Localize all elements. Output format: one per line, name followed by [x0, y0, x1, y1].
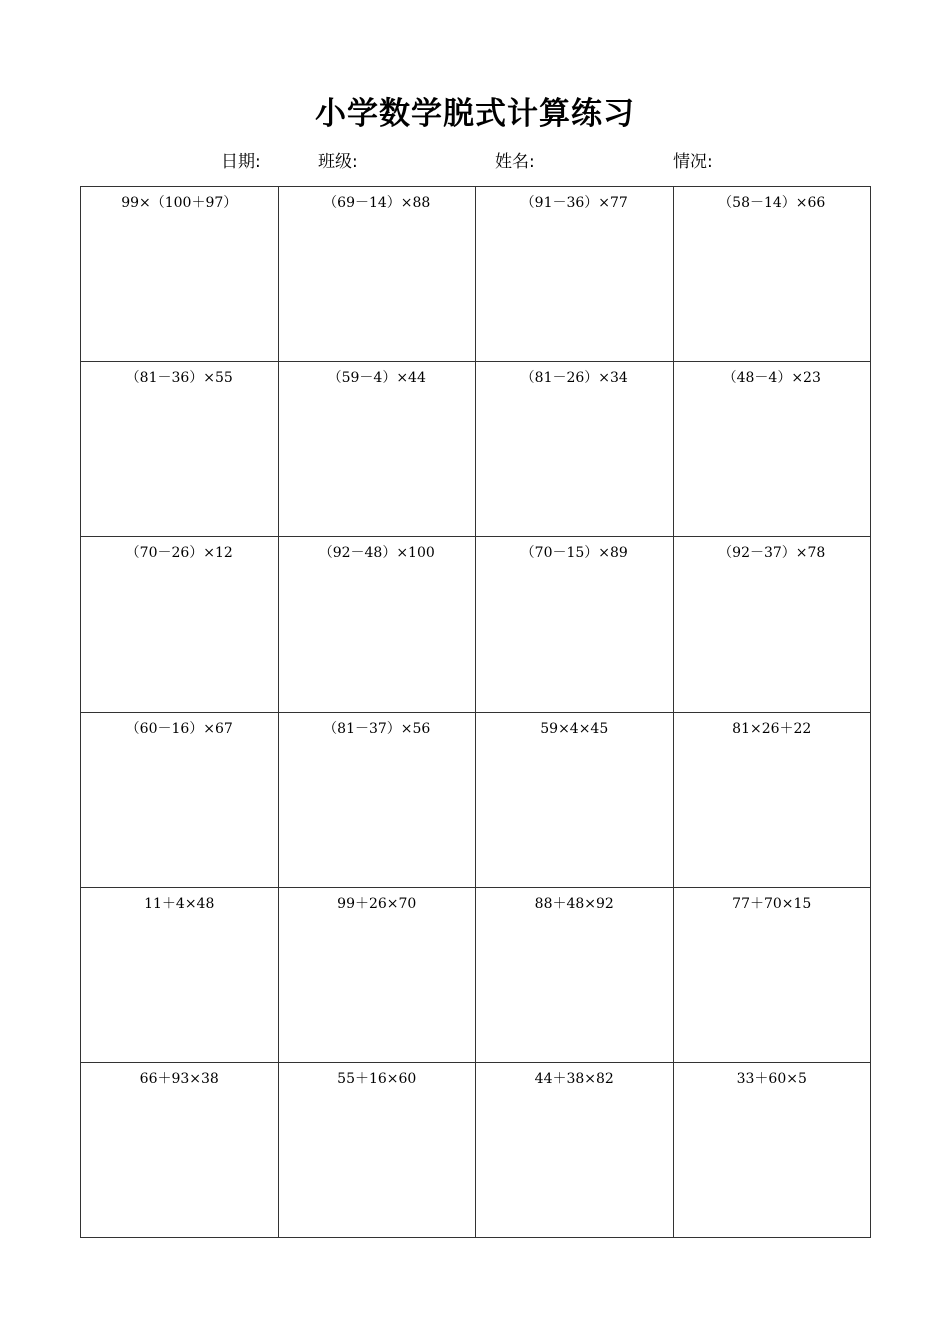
problem-cell[interactable]: [476, 713, 674, 888]
problem-cell[interactable]: [279, 713, 477, 888]
problem-expression: （70－26）×12: [125, 545, 233, 562]
name-label: 姓名:: [495, 152, 535, 172]
problem-expression: （58－14）×66: [718, 195, 826, 211]
problem-cell[interactable]: [81, 888, 279, 1063]
problem-expression: 59×4×45: [540, 720, 609, 737]
problem-grid: [80, 186, 871, 1238]
problem-cell[interactable]: [81, 187, 279, 362]
problem-cell[interactable]: [81, 713, 279, 888]
date-label: 日期:: [221, 152, 261, 172]
problem-cell[interactable]: [279, 888, 477, 1063]
problem-cell[interactable]: [674, 713, 872, 888]
problem-expression: 33＋60×5: [736, 1070, 807, 1087]
problem-cell[interactable]: [674, 1063, 872, 1238]
problem-expression: 11＋4×48: [144, 895, 215, 912]
problem-expression: （48－4）×23: [722, 370, 821, 387]
problem-cell[interactable]: [476, 187, 674, 362]
problem-cell[interactable]: [476, 537, 674, 712]
problem-cell[interactable]: [81, 1063, 279, 1238]
problem-cell[interactable]: [476, 888, 674, 1063]
problem-cell[interactable]: [476, 362, 674, 537]
problem-cell[interactable]: [476, 1063, 674, 1238]
problem-cell[interactable]: [674, 362, 872, 537]
problem-cell[interactable]: [279, 1063, 477, 1238]
page-title: 小学数学脱式计算练习: [315, 96, 635, 132]
problem-expression: 99＋26×70: [337, 895, 417, 912]
problem-cell[interactable]: [81, 537, 279, 712]
problem-cell[interactable]: [81, 362, 279, 537]
status-label: 情况:: [673, 152, 713, 172]
problem-expression: （92－48）×100: [318, 545, 435, 562]
problem-expression: 88＋48×92: [534, 895, 614, 912]
problem-expression: （81－26）×34: [520, 370, 628, 387]
problem-cell[interactable]: [674, 187, 872, 362]
problem-expression: （81－36）×55: [125, 370, 233, 387]
problem-cell[interactable]: [674, 537, 872, 712]
problem-cell[interactable]: [674, 888, 872, 1063]
problem-expression: （91－36）×77: [520, 195, 628, 211]
problem-expression: （59－4）×44: [327, 370, 426, 387]
problem-expression: （70－15）×89: [520, 545, 628, 562]
problem-expression: （60－16）×67: [125, 720, 233, 737]
problem-cell[interactable]: [279, 537, 477, 712]
problem-expression: 81×26＋22: [732, 720, 812, 737]
problem-expression: 99×（100＋97）: [121, 195, 238, 211]
class-label: 班级:: [318, 152, 358, 172]
problem-expression: 66＋93×38: [139, 1070, 219, 1087]
problem-expression: 44＋38×82: [534, 1070, 614, 1087]
problem-expression: （69－14）×88: [323, 195, 431, 211]
problem-expression: （92－37）×78: [718, 545, 826, 562]
problem-cell[interactable]: [279, 362, 477, 537]
problem-expression: 55＋16×60: [337, 1070, 417, 1087]
problem-expression: 77＋70×15: [732, 895, 812, 912]
problem-cell[interactable]: [279, 187, 477, 362]
problem-expression: （81－37）×56: [323, 720, 431, 737]
